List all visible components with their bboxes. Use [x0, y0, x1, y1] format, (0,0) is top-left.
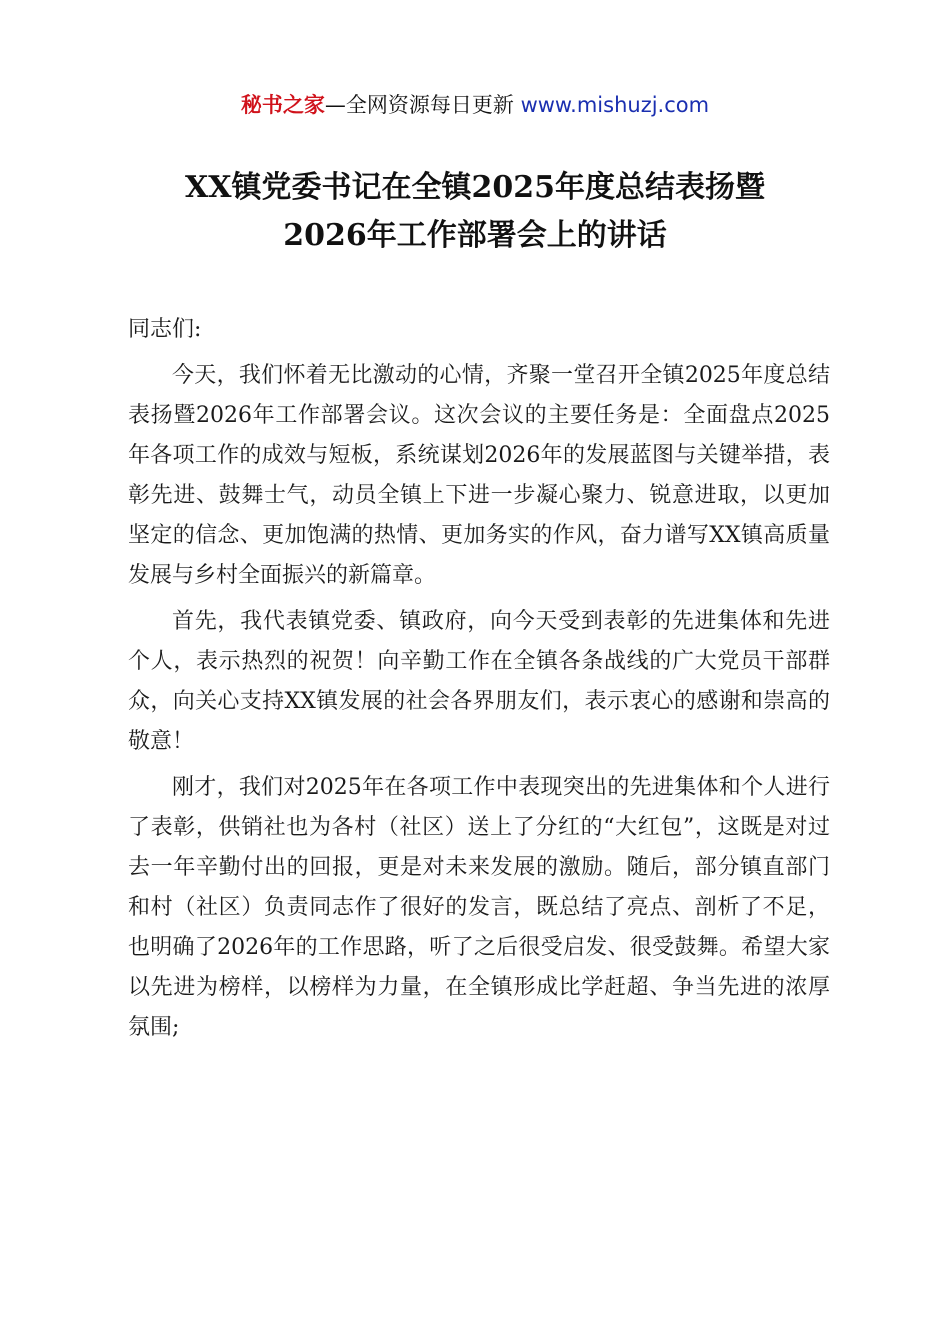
paragraph-2: 首先，我代表镇党委、镇政府，向今天受到表彰的先进集体和先进个人，表示热烈的祝贺！向辛勤工作在全镇各条战线的广大党员干部群众，向关心支持XX镇发展的社会各界朋友们，表示衷心的感谢和崇高的敬意！	[128, 609, 830, 754]
site-url-link[interactable]: www.mishuzj.com	[520, 93, 710, 117]
document-body	[128, 310, 830, 1054]
site-banner	[0, 90, 950, 120]
paragraph-1: 今天，我们怀着无比激动的心情，齐聚一堂召开全镇2025年度总结表扬暨2026年工作部署会议。这次会议的主要任务是：全面盘点2025年各项工作的成效与短板，系统谋划2026年的发展蓝图与关键举措，表彰先进、鼓舞士气，动员全镇上下进一步凝心聚力、锐意进取，以更加坚定的信念、更加饱满的热情、更加务实的作风，奋力谱写XX镇高质量发展与乡村全面振兴的新篇章。	[128, 363, 830, 588]
site-brand: 秘书之家	[240, 93, 325, 117]
title-line-2: 2026年工作部署会上的讲话	[283, 218, 667, 253]
salutation: 同志们:	[128, 317, 202, 342]
site-tagline: —全网资源每日更新	[324, 93, 521, 117]
title-line-1: XX镇党委书记在全镇2025年度总结表扬暨	[184, 170, 766, 205]
paragraph-3: 刚才，我们对2025年在各项工作中表现突出的先进集体和个人进行了表彰，供销社也为各村（社区）送上了分红的“大红包”，这既是对过去一年辛勤付出的回报，更是对未来发展的激励。随后，部分镇直部门和村（社区）负责同志作了很好的发言，既总结了亮点、剖析了不足，也明确了2026年的工作思路，听了之后很受启发、很受鼓舞。希望大家以先进为榜样，以榜样为力量，在全镇形成比学赶超、争当先进的浓厚氛围;	[128, 775, 830, 1040]
document-title	[60, 164, 890, 260]
